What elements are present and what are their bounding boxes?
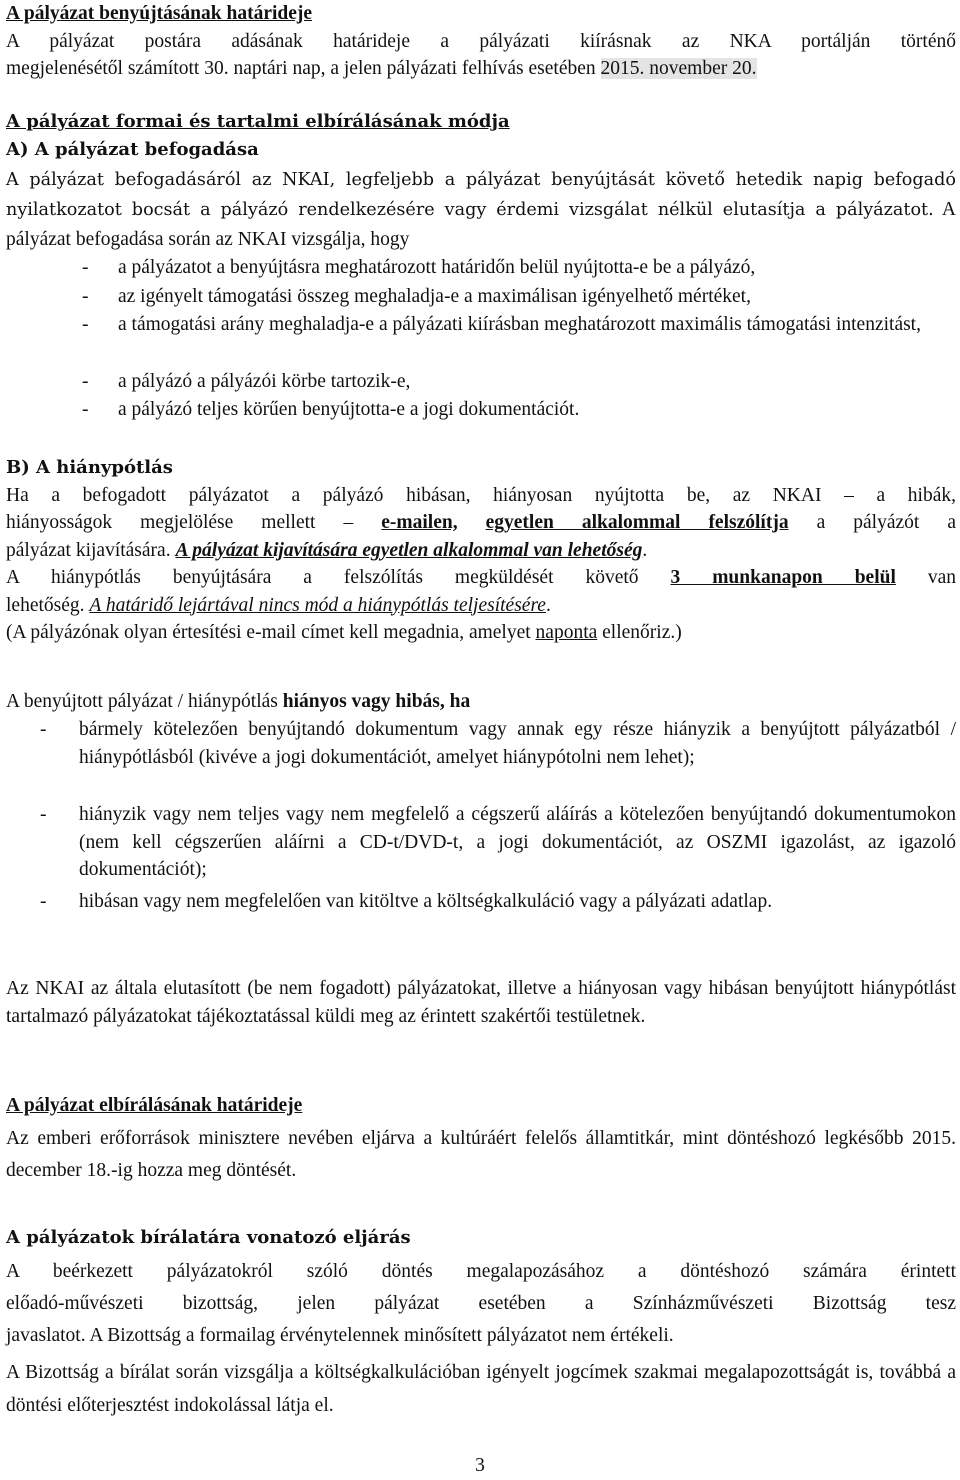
paragraph-text: Az emberi erőforrások minisztere nevében eljárva a kultúráért felelős államtitkár, mint döntéshozó legkésőbb 2015. december 18.-ig hozza meg döntését. — [6, 1128, 956, 1181]
paragraph-line — [6, 619, 956, 647]
list-bullet: - — [82, 371, 89, 392]
text-run: lehetőség. — [6, 594, 90, 616]
list-item-text: a támogatási arány meghaladja-e a pályázati kiírásban meghatározott maximális támogatási intenzitást, — [118, 314, 921, 335]
list-bullet: - — [40, 719, 47, 740]
list-bullet: - — [40, 891, 47, 912]
highlighted-date: 2015. november 20. — [600, 58, 757, 79]
paragraph-line — [6, 537, 956, 565]
emphasis-once: egyetlen alkalommal felszólítja — [485, 512, 789, 533]
paragraph-text: A pályázat befogadásáról az NKAI, legfeljebb a pályázat benyújtását követő hetedik napig befogadó nyilatkozatot bocsát a pályázó rendelkezésére vagy érdemi vizsgálat nélkül elutasítja a pályázatot. — [6, 170, 956, 220]
text-run: A hiánypótlás benyújtására a felszólítás megküldését követő — [6, 567, 671, 588]
list-item-text: a pályázó a pályázói körbe tartozik-e, — [118, 371, 411, 392]
emphasis-deadline: 3 munkanapon belül — [670, 567, 896, 588]
paragraph-line: A beérkezett pályázatokról szóló döntés megalapozásához a döntéshozó számára érintett — [6, 1261, 956, 1282]
paragraph-text: Az NKAI az általa elutasított (be nem fogadott) pályázatokat, illetve a hiányosan vagy hibásan benyújtott hiánypótlást tartalmazó pályázatokat tájékoztatással küldi meg az érintett szakértői testületnek. — [6, 978, 956, 1027]
list-bullet: - — [82, 399, 89, 420]
paragraph-text: A Bizottság a bírálat során vizsgálja a költségkalkulációban igényelt jogcímek szakmai megalapozottságát is, továbbá a döntési előterjesztést indokolással látja el. — [6, 1362, 956, 1416]
deficiency-section — [6, 454, 956, 647]
list-bullet: - — [82, 257, 89, 278]
section-heading: A pályázat formai és tartalmi elbírálásának módja — [6, 111, 510, 132]
deadline-section — [6, 0, 956, 83]
incomplete-intro — [6, 688, 956, 716]
paragraph-line: A pályázat postára adásának határideje a pályázati kiírásnak az NKA portálján történő — [6, 30, 956, 52]
paragraph-line — [6, 55, 956, 83]
text-run: . — [642, 539, 648, 561]
emphasis-incomplete: hiányos vagy hibás, ha — [282, 691, 471, 712]
text-run: pályázat kijavítására. — [6, 539, 176, 561]
section-heading: A pályázat elbírálásának határideje — [6, 1095, 303, 1116]
emphasis-email: e-mailen, — [381, 512, 458, 533]
review-procedure-text — [6, 1256, 956, 1352]
paragraph-line — [6, 592, 956, 620]
text-run: megjelenésétől számított 30. naptári nap, a jelen pályázati felhívás esetében — [6, 58, 601, 79]
subsection-heading: B) A hiánypótlás — [6, 457, 173, 478]
section-heading: A pályázat benyújtásának határideje — [6, 3, 313, 24]
acceptance-paragraph — [6, 166, 956, 255]
text-run: (A pályázónak olyan értesítési e-mail címet kell megadnia, amelyet — [6, 622, 536, 643]
emphasis-single-chance: A pályázat kijavítására egyetlen alkalommal van lehetőség — [175, 539, 643, 561]
list-bullet: - — [82, 314, 89, 335]
list-bullet: - — [40, 804, 47, 825]
paragraph-text: A pályázat befogadása során az NKAI vizsgálja, hogy — [6, 199, 957, 250]
paragraph-line: javaslatot. A Bizottság a formailag érvénytelennek minősített pályázatot nem értékeli. — [6, 1325, 674, 1346]
paragraph-line: Ha a befogadott pályázatot a pályázó hibásan, hiányosan nyújtotta be, az NKAI – a hibák, — [6, 484, 956, 506]
text-run: ellenőriz.) — [597, 622, 682, 643]
committee-paragraph — [6, 1356, 956, 1422]
list-item-text: hibásan vagy nem megfelelően van kitöltve a költségkalkuláció vagy a pályázati adatlap. — [79, 891, 773, 912]
page-number: 3 — [475, 1455, 485, 1476]
text-run: hiányosságok megjelölése mellett – — [6, 512, 382, 533]
evaluation-section — [6, 108, 956, 163]
text-run: . — [545, 594, 551, 616]
text-run — [458, 512, 486, 533]
decision-deadline-section — [6, 1092, 956, 1120]
list-bullet: - — [82, 286, 89, 307]
section-heading: A pályázatok bírálatára vonatozó eljárás — [6, 1227, 411, 1248]
emphasis-no-extension: A határidő lejártával nincs mód a hiánypótlás teljesítésére — [89, 594, 546, 616]
list-item-text: az igényelt támogatási összeg meghaladja-e a maximálisan igényelhető mértéket, — [118, 286, 751, 307]
review-procedure-section — [6, 1224, 956, 1252]
list-item-text: hiányzik vagy nem teljes vagy nem megfelelő a cégszerű aláírás a kötelezően benyújtandó dokumentumokon (nem kell cégszerűen aláírni a CD-t/DVD-t, a jogi dokumentációt, az OSZMI igazolást, az igazoló dokumentációt); — [79, 804, 956, 880]
list-item-text: a pályázó teljes körűen benyújtotta-e a jogi dokumentációt. — [118, 399, 580, 420]
text-run: A benyújtott pályázat / hiánypótlás — [6, 691, 283, 712]
text-run: a pályázót a — [788, 512, 956, 533]
list-item-text: bármely kötelezően benyújtandó dokumentum vagy annak egy része hiányzik a benyújtott pályázatból / hiánypótlásból (kivéve a jogi dokumentációt, amelyet hiánypótolni nem lehet); — [79, 719, 956, 768]
subsection-heading: A) A pályázat befogadása — [6, 138, 259, 160]
decision-deadline-text — [6, 1123, 956, 1187]
text-run: van — [895, 567, 957, 588]
rejection-paragraph — [6, 975, 956, 1030]
emphasis-daily: naponta — [535, 622, 598, 643]
paragraph-line: előadó-művészeti bizottság, jelen pályázat esetében a Színházművészeti Bizottság tesz — [6, 1293, 956, 1314]
list-item-text: a pályázatot a benyújtásra meghatározott határidőn belül nyújtotta-e be a pályázó, — [118, 257, 756, 278]
paragraph-line — [6, 509, 956, 537]
paragraph-line — [6, 564, 956, 592]
